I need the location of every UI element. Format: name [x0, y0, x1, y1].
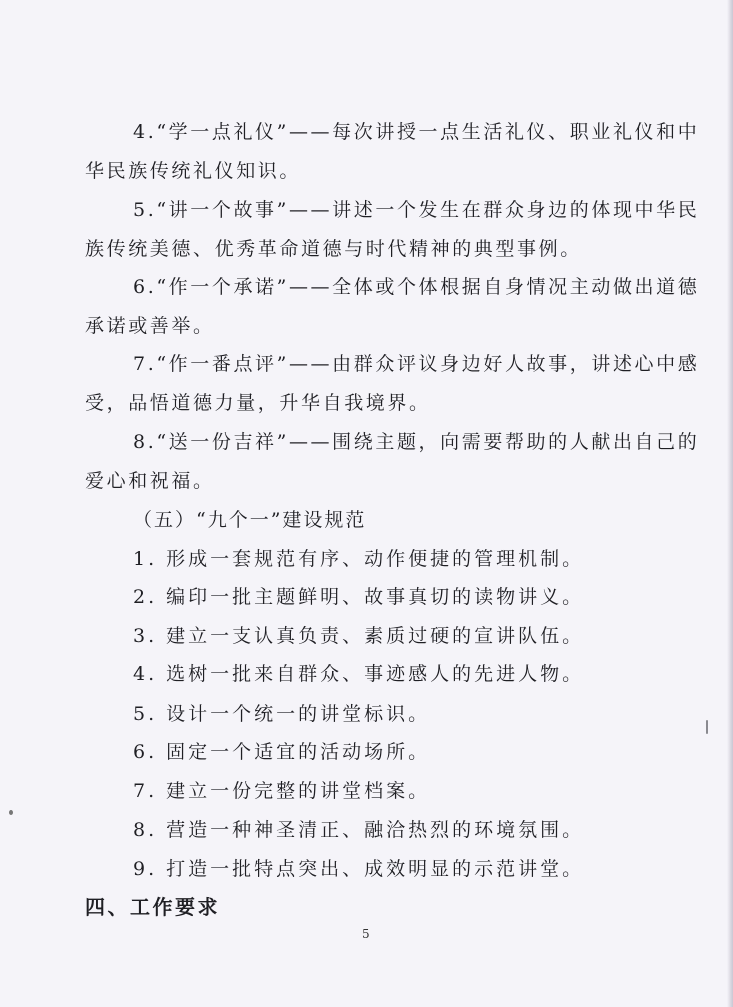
- paragraph-5-line-2: 族传统美德、优秀革命道德与时代精神的典型事例。: [85, 238, 582, 260]
- list-item: 8. 营造一种神圣清正、融洽热烈的环境氛围。: [133, 819, 585, 841]
- paragraph-6-line-2: 承诺或善举。: [85, 315, 215, 337]
- paragraph-7-line-2: 受，品悟道德力量，升华自我境界。: [85, 392, 431, 414]
- list-item: 9. 打造一批特点突出、成效明显的示范讲堂。: [133, 858, 585, 880]
- paragraph-5-line-1: 5.“讲一个故事”——讲述一个发生在群众身边的体现中华民: [133, 199, 700, 221]
- paragraph-8-line-2: 爱心和祝福。: [85, 470, 215, 492]
- list-item: 6. 固定一个适宜的活动场所。: [133, 741, 431, 763]
- scan-speck: [9, 810, 13, 815]
- list-item: 2. 编印一批主题鲜明、故事真切的读物讲义。: [133, 586, 585, 608]
- paragraph-6-line-1: 6.“作一个承诺”——全体或个体根据自身情况主动做出道德: [133, 276, 700, 298]
- paragraph-4-line-2: 华民族传统礼仪知识。: [85, 160, 302, 182]
- list-item: 7. 建立一份完整的讲堂档案。: [133, 780, 431, 802]
- paragraph-4-line-1: 4.“学一点礼仪”——每次讲授一点生活礼仪、职业礼仪和中: [133, 121, 700, 143]
- page-number: 5: [362, 927, 370, 941]
- scan-speck: [706, 720, 708, 734]
- paragraph-8-line-1: 8.“送一份吉祥”——围绕主题，向需要帮助的人献出自己的: [133, 431, 700, 453]
- paragraph-7-line-1: 7.“作一番点评”——由群众评议身边好人故事，讲述心中感: [133, 353, 700, 375]
- list-item: 4. 选树一批来自群众、事迹感人的先进人物。: [133, 663, 585, 685]
- list-item: 5. 设计一个统一的讲堂标识。: [133, 703, 431, 725]
- scan-edge-shadow: [727, 0, 733, 1007]
- list-item: 3. 建立一支认真负责、素质过硬的宣讲队伍。: [133, 625, 585, 647]
- subheading: （五）“九个一”建设规范: [133, 509, 367, 531]
- section-heading: 四、工作要求: [85, 895, 220, 919]
- list-item: 1. 形成一套规范有序、动作便捷的管理机制。: [133, 548, 585, 570]
